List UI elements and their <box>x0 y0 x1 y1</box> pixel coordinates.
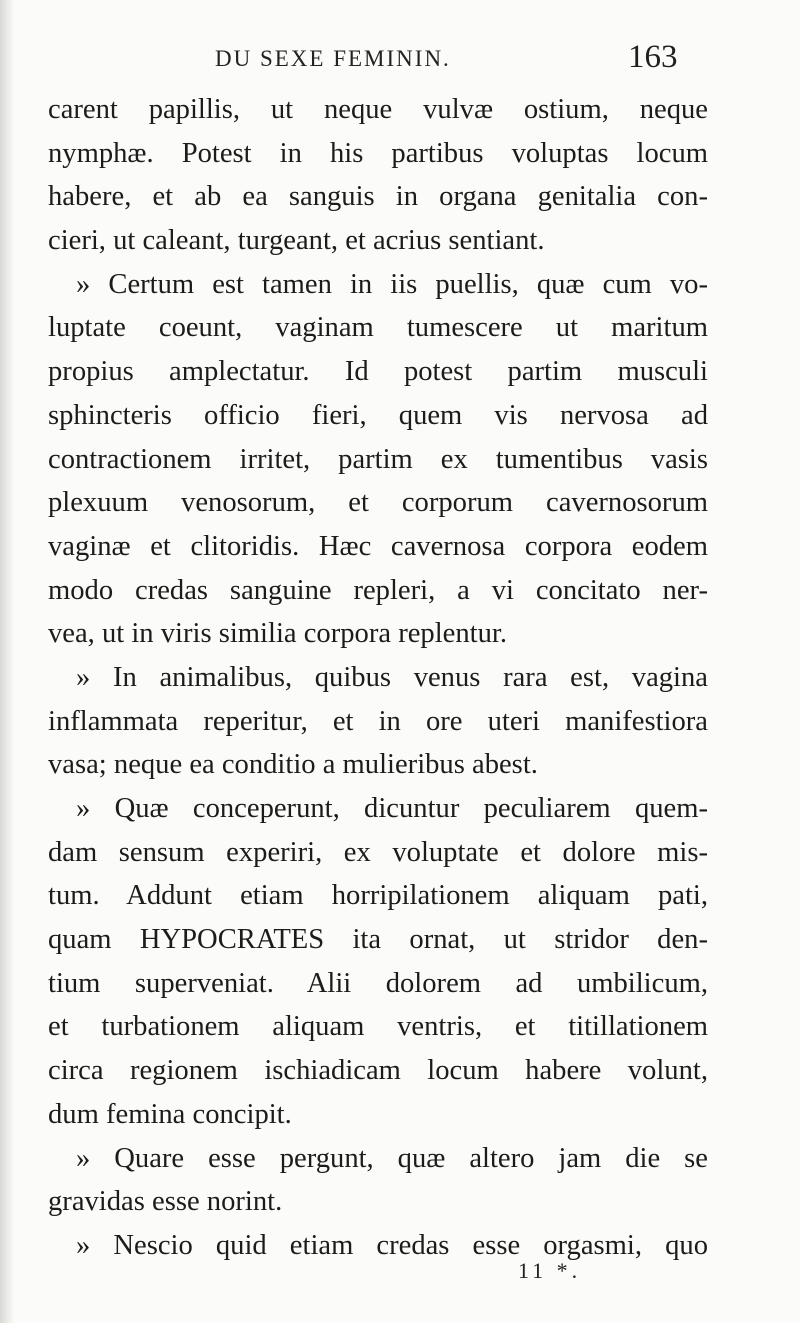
text-line: tium superveniat. Alii dolorem ad umbilicum, <box>48 967 708 999</box>
text-line: gravidas esse norint. <box>48 1186 283 1218</box>
text-line: » Quæ conceperunt, dicuntur peculiarem quem- <box>76 793 708 824</box>
text-line: inflammata reperitur, et in ore uteri manifestiora <box>48 705 708 737</box>
page-number: 163 <box>628 39 678 75</box>
text-line: » In animalibus, quibus venus rara est, vagina <box>76 661 708 693</box>
text-line: vaginæ et clitoridis. Hæc cavernosa corpora eodem <box>48 530 708 562</box>
text-line: dum femina concipit. <box>48 1098 292 1130</box>
text-line: quam HYPOCRATES ita ornat, ut stridor den- <box>48 924 708 956</box>
text-line: tum. Addunt etiam horripilationem aliquam pati, <box>48 880 708 912</box>
text-line: circa regionem ischiadicam locum habere volunt, <box>48 1055 708 1087</box>
text-line: dam sensum experiri, ex voluptate et dolore mis- <box>48 836 708 868</box>
text-line: modo credas sanguine repleri, a vi concitato ner- <box>48 574 708 606</box>
text-line: et turbationem aliquam ventris, et titillationem <box>48 1011 708 1043</box>
running-head <box>0 40 800 80</box>
text-line: » Quare esse pergunt, quæ altero jam die se <box>76 1142 708 1174</box>
page-edge-shadow <box>0 0 14 1323</box>
signature-mark: 11 *. <box>518 1258 582 1283</box>
text-line: habere, et ab ea sanguis in organa genitalia con- <box>48 181 708 213</box>
text-line: luptate coeunt, vaginam tumescere ut maritum <box>48 312 708 344</box>
text-line: plexuum venosorum, et corporum cavernosorum <box>48 487 708 519</box>
text-line: sphincteris officio fieri, quem vis nervosa ad <box>48 399 708 431</box>
text-line: vasa; neque ea conditio a mulieribus abest. <box>48 749 538 781</box>
text-line: cieri, ut caleant, turgeant, et acrius sentiant. <box>48 225 545 257</box>
text-line: propius amplectatur. Id potest partim musculi <box>48 356 708 388</box>
text-line: vea, ut in viris similia corpora replentur. <box>48 618 507 650</box>
body-text <box>48 88 708 1268</box>
text-line: nymphæ. Potest in his partibus voluptas locum <box>48 137 708 169</box>
text-line: » Nescio quid etiam credas esse orgasmi, quo <box>76 1229 708 1261</box>
text-line: » Certum est tamen in iis puellis, quæ cum vo- <box>76 268 708 300</box>
text-line: carent papillis, ut neque vulvæ ostium, neque <box>48 94 708 125</box>
running-head-title: DU SEXE FEMININ. <box>215 46 451 71</box>
text-line: contractionem irritet, partim ex tumentibus vasis <box>48 443 708 475</box>
